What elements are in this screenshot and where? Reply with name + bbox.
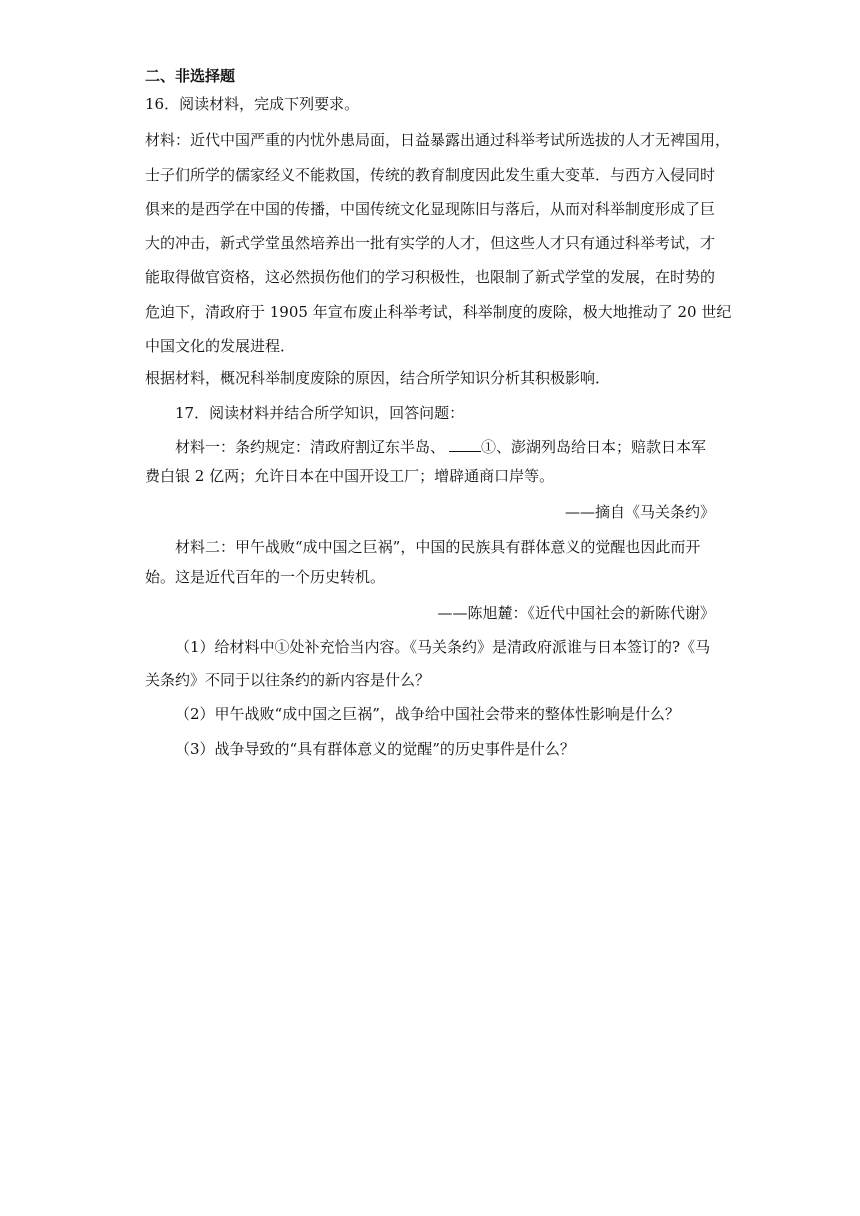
q16-material-line: 大的冲击，新式学堂虽然培养出一批有实学的人才，但这些人才只有通过科举考试，才	[145, 234, 716, 252]
q16-material-line: 士子们所学的儒家经义不能救国，传统的教育制度因此发生重大变革．与西方入侵同时	[145, 166, 716, 184]
material1-text-after-blank: ①、澎湖列岛给日本；赔款日本军	[481, 438, 707, 456]
q17-material1-line2: 费白银 2 亿两；允许日本在中国开设工厂；增辟通商口岸等。	[145, 467, 555, 485]
q17-subquestion-1-line2: 关条约》不同于以往条约的新内容是什么？	[145, 671, 431, 689]
q16-material-line: 俱来的是西学在中国的传播，中国传统文化显现陈旧与落后，从而对科举制度形成了巨	[145, 200, 716, 218]
q16-stem: 16．阅读材料，完成下列要求。	[145, 95, 360, 113]
q17-subquestion-2: （2）甲午战败“成中国之巨祸”，战争给中国社会带来的整体性影响是什么？	[175, 705, 680, 723]
q17-subquestion-3: （3）战争导致的“具有群体意义的觉醒”的历史事件是什么？	[175, 740, 575, 758]
q17-stem: 17．阅读材料并结合所学知识，回答问题：	[175, 404, 465, 422]
q17-material1-source: ——摘自《马关条约》	[564, 503, 715, 521]
q17-material2-line1: 材料二：甲午战败“成中国之巨祸”，中国的民族具有群体意义的觉醒也因此而开	[175, 538, 701, 556]
material1-text-before-blank: 材料一：条约规定：清政府割辽东半岛、	[175, 438, 446, 456]
q16-material-line: 能取得做官资格，这必然损伤他们的学习积极性，也限制了新式学堂的发展，在时势的	[145, 268, 716, 286]
q16-material-line: 危迫下，清政府于 1905 年宣布废止科举考试，科举制度的废除，极大地推动了 20 世纪	[145, 303, 732, 321]
q17-subquestion-1-line1: （1）给材料中①处补充恰当内容。《马关条约》是清政府派谁与日本签订的?《马	[175, 638, 711, 656]
q16-material-line: 材料：近代中国严重的内忧外患局面，日益暴露出通过科举考试所选拔的人才无裨国用，	[145, 131, 731, 149]
q16-material-line: 中国文化的发展进程．	[145, 337, 296, 355]
q16-requirement: 根据材料，概况科举制度废除的原因，结合所学知识分析其积极影响．	[145, 369, 611, 387]
section-title: 二、非选择题	[145, 67, 236, 85]
answer-blank	[449, 437, 481, 452]
q17-material1-line1	[175, 437, 706, 457]
q17-material2-line2: 始。这是近代百年的一个历史转机。	[145, 568, 386, 586]
q17-material2-source: ——陈旭麓：《近代中国社会的新陈代谢》	[437, 604, 715, 622]
